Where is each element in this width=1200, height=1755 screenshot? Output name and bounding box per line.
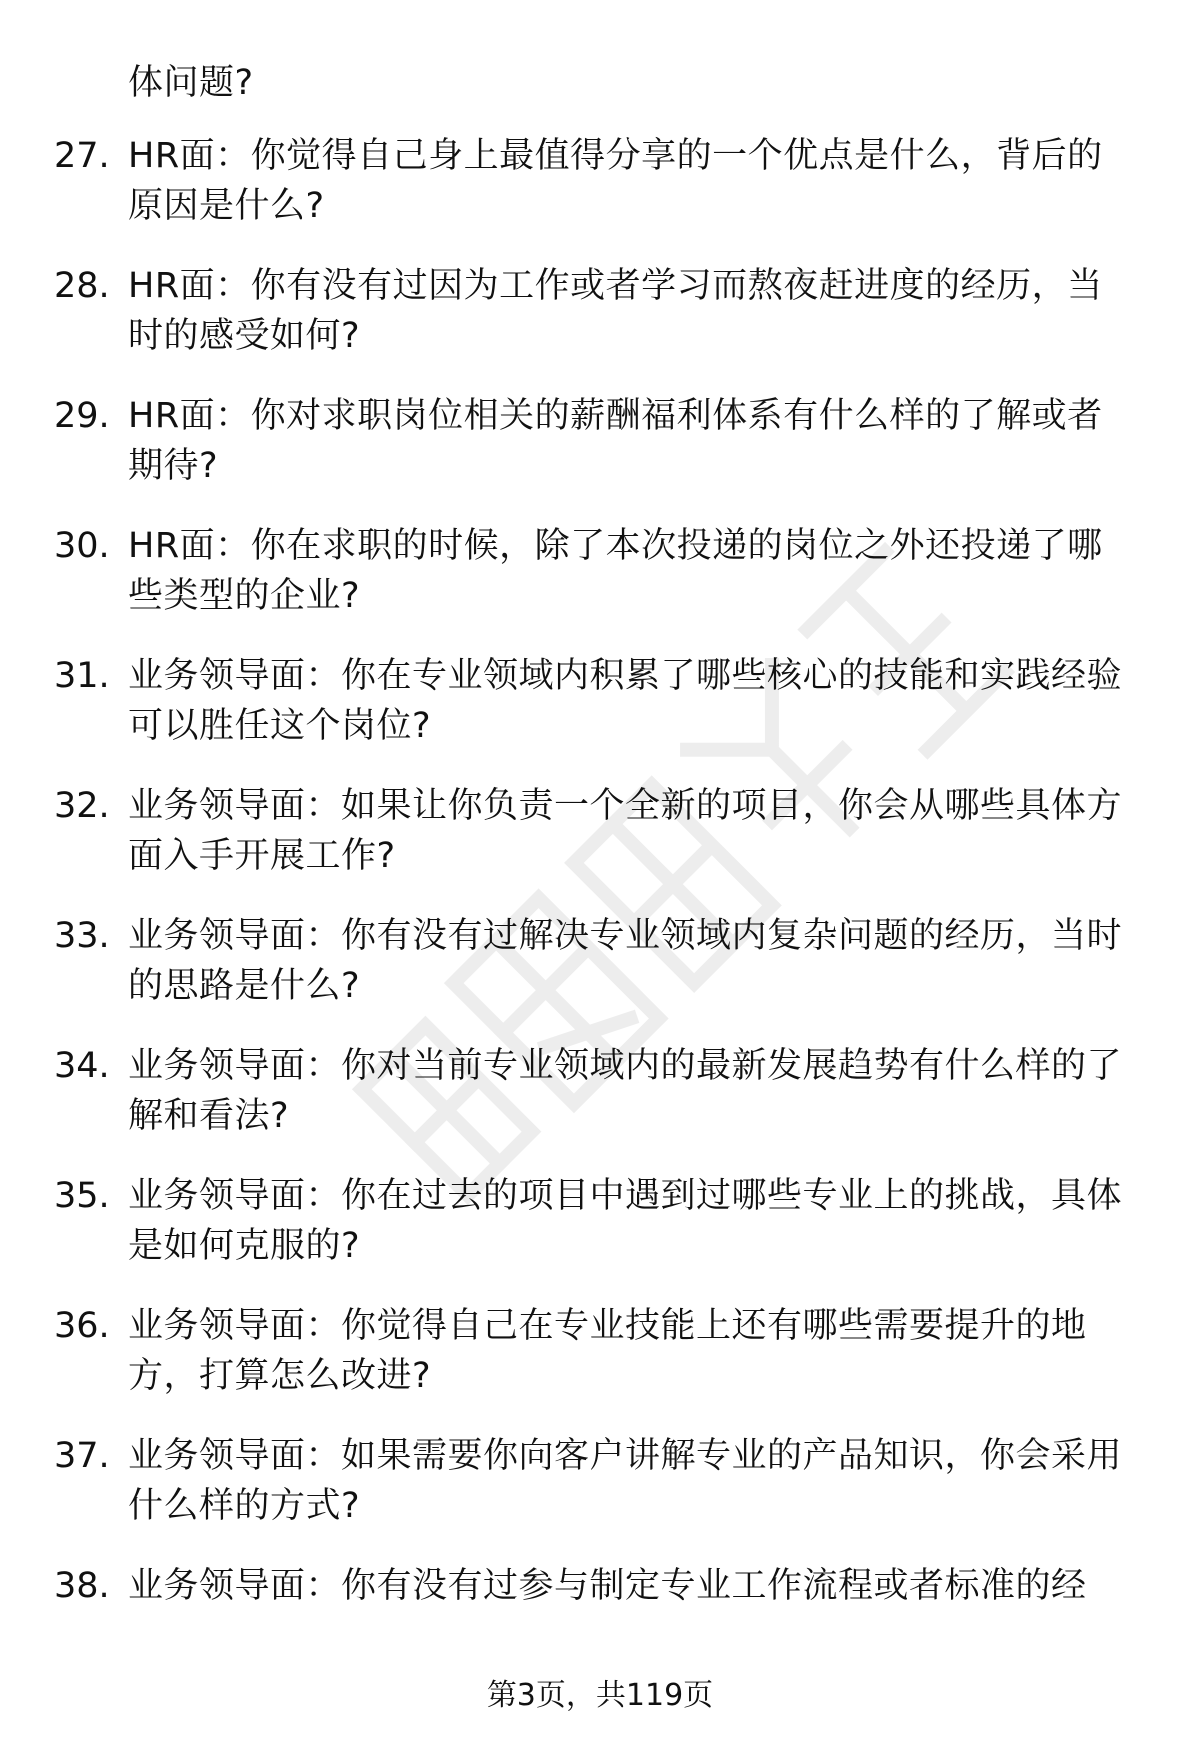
- list-item: [54, 1431, 1154, 1531]
- list-item: [54, 651, 1154, 751]
- item-number: 35.: [54, 1176, 110, 1216]
- question-list: [54, 58, 1154, 1641]
- item-number: 33.: [54, 916, 110, 956]
- item-text: 体问题?: [128, 63, 254, 103]
- item-text: 业务领导面：如果需要你向客户讲解专业的产品知识，你会采用什么样的方式?: [128, 1436, 1123, 1526]
- item-text: 业务领导面：你在过去的项目中遇到过哪些专业上的挑战，具体是如何克服的?: [128, 1176, 1123, 1266]
- list-item: [54, 1041, 1154, 1141]
- list-item: [54, 58, 1154, 108]
- item-number: 36.: [54, 1306, 110, 1346]
- list-item: [54, 911, 1154, 1011]
- list-item: [54, 261, 1154, 361]
- page-number: 第3页，共119页: [486, 1678, 714, 1713]
- item-text: 业务领导面：你对当前专业领域内的最新发展趋势有什么样的了解和看法?: [128, 1046, 1123, 1136]
- item-number: 38.: [54, 1566, 110, 1606]
- list-item: [54, 521, 1154, 621]
- item-text: 业务领导面：你有没有过解决专业领域内复杂问题的经历，当时的思路是什么?: [128, 916, 1123, 1006]
- item-text: 业务领导面：你觉得自己在专业技能上还有哪些需要提升的地方，打算怎么改进?: [128, 1306, 1087, 1396]
- list-item: [54, 1171, 1154, 1271]
- item-number: 27.: [54, 136, 110, 176]
- item-number: 28.: [54, 266, 110, 306]
- item-text: HR面：你对求职岗位相关的薪酬福利体系有什么样的了解或者期待?: [128, 396, 1103, 486]
- item-number: 34.: [54, 1046, 110, 1086]
- item-number: 31.: [54, 656, 110, 696]
- item-text: HR面：你有没有过因为工作或者学习而熬夜赶进度的经历，当时的感受如何?: [128, 266, 1103, 356]
- item-text: 业务领导面：你在专业领域内积累了哪些核心的技能和实践经验可以胜任这个岗位?: [128, 656, 1123, 746]
- item-number: 37.: [54, 1436, 110, 1476]
- item-number: 29.: [54, 396, 110, 436]
- item-text: HR面：你觉得自己身上最值得分享的一个优点是什么，背后的原因是什么?: [128, 136, 1103, 226]
- item-text: HR面：你在求职的时候，除了本次投递的岗位之外还投递了哪些类型的企业?: [128, 526, 1103, 616]
- item-text: 业务领导面：如果让你负责一个全新的项目，你会从哪些具体方面入手开展工作?: [128, 786, 1123, 876]
- item-number: 32.: [54, 786, 110, 826]
- item-text: 业务领导面：你有没有过参与制定专业工作流程或者标准的经: [128, 1566, 1087, 1606]
- list-item: [54, 131, 1154, 231]
- list-item: [54, 1561, 1154, 1611]
- list-item: [54, 391, 1154, 491]
- list-item: [54, 781, 1154, 881]
- list-item: [54, 1301, 1154, 1401]
- item-number: 30.: [54, 526, 110, 566]
